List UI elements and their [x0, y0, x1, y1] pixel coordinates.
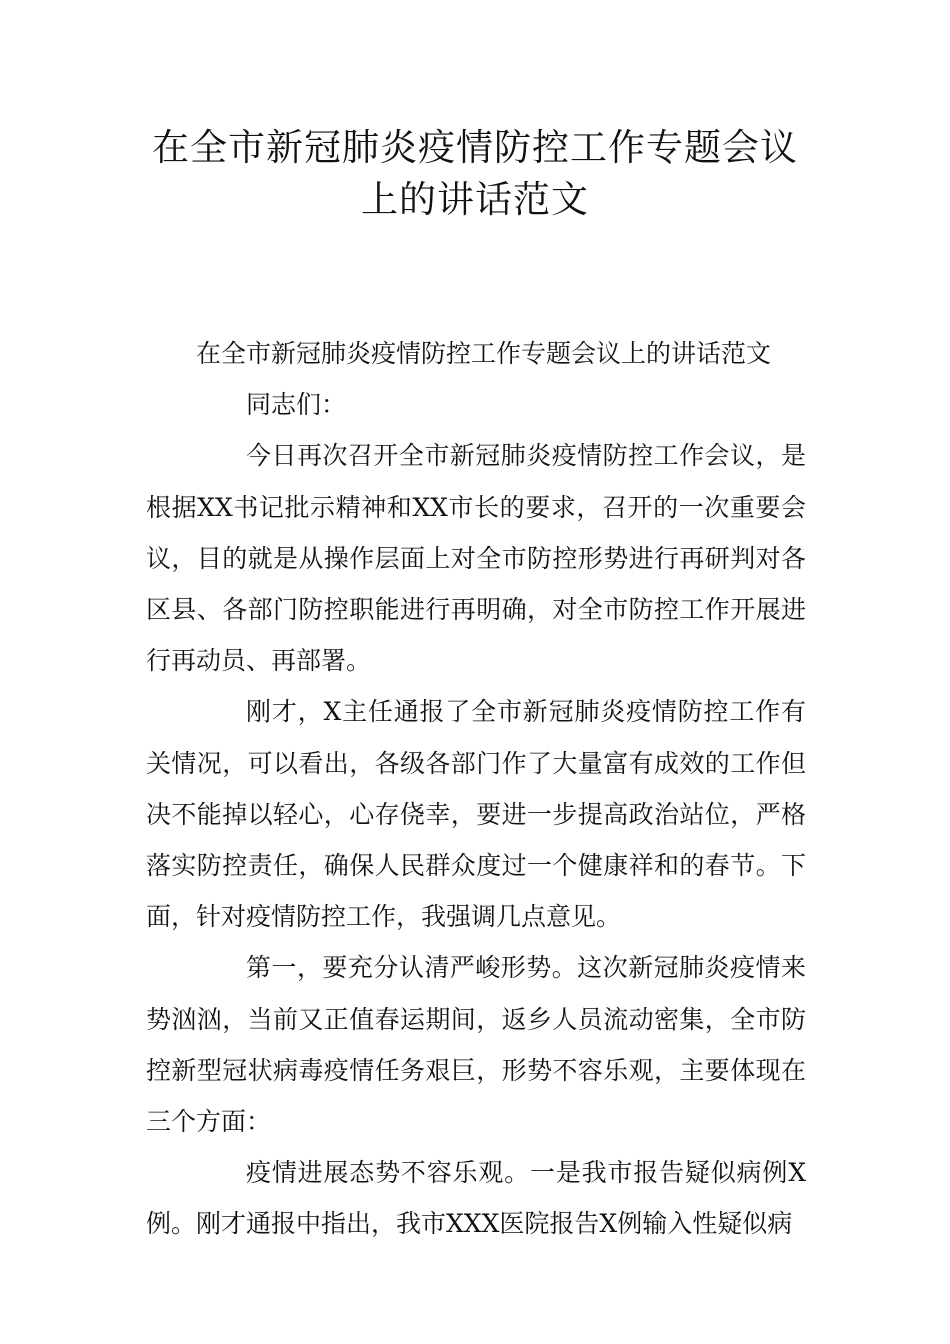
- salutation: 同志们：: [246, 390, 347, 420]
- paragraph-1: 今日再次召开全市新冠肺炎疫情防控工作会议，是根据XX书记批示精神和XX市长的要求，召开的一次重要会议，目的就是从操作层面上对全市防控形势进行再研判对各区县、各部门防控职能进行再明确，对全市防控工作开展进行再动员、再部署。: [146, 441, 806, 676]
- document-title: [100, 122, 850, 226]
- document-title-line-1: 在全市新冠肺炎疫情防控工作专题会议: [152, 126, 798, 169]
- paragraph-2: 刚才，X主任通报了全市新冠肺炎疫情防控工作有关情况，可以看出，各级各部门作了大量富有成效的工作但决不能掉以轻心，心存侥幸，要进一步提高政治站位，严格落实防控责任，确保人民群众度过一个健康祥和的春节。下面，针对疫情防控工作，我强调几点意见。: [146, 697, 806, 932]
- paragraph-3: 第一，要充分认清严峻形势。这次新冠肺炎疫情来势汹汹，当前又正值春运期间，返乡人员流动密集，全市防控新型冠状病毒疫情任务艰巨，形势不容乐观，主要体现在三个方面：: [146, 953, 806, 1137]
- document-title-line-2: 上的讲话范文: [361, 178, 589, 221]
- document-subtitle: 在全市新冠肺炎疫情防控工作专题会议上的讲话范文: [196, 339, 772, 368]
- document-body: [146, 328, 806, 1250]
- paragraph-4: 疫情进展态势不容乐观。一是我市报告疑似病例X例。刚才通报中指出，我市XXX医院报告X例输入性疑似病: [146, 1158, 806, 1239]
